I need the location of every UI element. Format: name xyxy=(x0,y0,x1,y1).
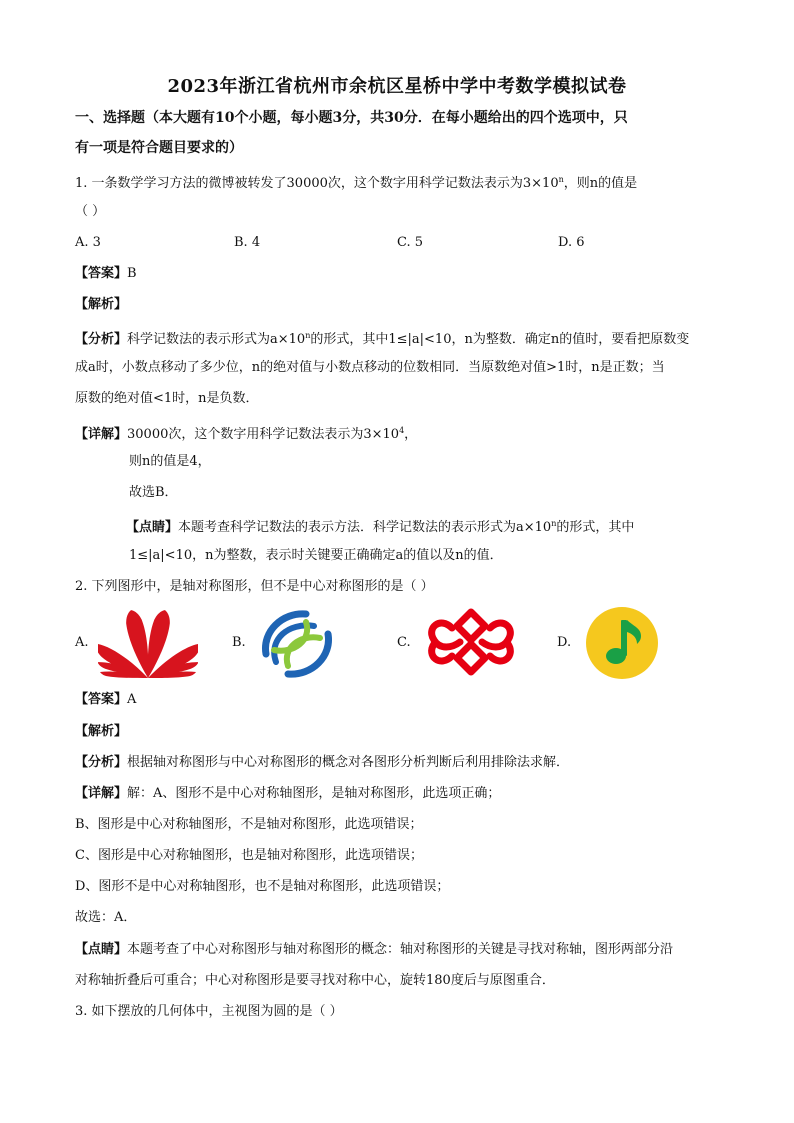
q2-option-c-label: C. xyxy=(397,635,411,650)
q1-xiangjie-label: 【详解】 xyxy=(75,427,128,442)
q2-line-b: B、图形是中心对称轴图形，不是轴对称图形，此选项错误； xyxy=(75,817,423,832)
q1-dianjing-line2: 1≤|a|<10，n为整数，表示时关键要正确确定a的值以及n的值． xyxy=(129,548,503,563)
q1-answer xyxy=(75,264,137,284)
china-mobile-logo-icon xyxy=(258,606,336,682)
q1-fenxi-line3: 原数的绝对值<1时，n是负数． xyxy=(75,391,259,406)
q1-option-b: B. 4 xyxy=(234,235,261,250)
q2-answer-value: A xyxy=(127,692,137,707)
q2-dianjing-text1: 本题考查了中心对称图形与轴对称图形的概念：轴对称图形的关键是寻找对称轴，图形两部分沿 xyxy=(127,942,674,957)
q2-dianjing-line1 xyxy=(75,940,673,960)
q1-dianjing-line1 xyxy=(126,514,634,538)
page-title: 2023年浙江省杭州市余杭区星桥中学中考数学模拟试卷 xyxy=(167,76,627,97)
q2-line-c: C、图形是中心对称轴图形，也是轴对称图形，此选项错误； xyxy=(75,848,423,863)
china-unicom-logo-icon xyxy=(422,606,520,678)
q2-option-b-label: B. xyxy=(232,635,246,650)
q1-stem-tail: ，则n的值是 xyxy=(563,176,638,191)
q1-fenxi-line1 xyxy=(75,326,689,350)
q1-analysis-label: 【解析】 xyxy=(75,297,128,312)
q2-stem: 2. 下列图形中，是轴对称图形，但不是中心对称图形的是（ ） xyxy=(75,579,434,594)
q1-dianjing-text2: 的形式，其中 xyxy=(556,520,635,535)
q1-dianjing-text1: 本题考查科学记数法的表示方法．科学记数法的表示形式为a×10 xyxy=(178,520,552,535)
q2-dianjing-line2: 对称轴折叠后可重合；中心对称图形是要寻找对称中心，旋转180度后与原图重合． xyxy=(75,973,555,988)
q1-xiangjie-exponent: 4 xyxy=(399,426,405,435)
q2-fenxi-text: 根据轴对称图形与中心对称图形的概念对各图形分析判断后利用排除法求解． xyxy=(127,755,570,770)
q1-fenxi-text1: 科学记数法的表示形式为a×10 xyxy=(127,332,306,347)
qq-music-logo-icon xyxy=(585,606,659,680)
q1-stem-exponent: n xyxy=(558,175,564,184)
q1-fenxi-line2: 成a时，小数点移动了多少位，n的绝对值与小数点移动的位数相同．当原数绝对值>1时，n是正数；当 xyxy=(75,360,665,375)
q1-stem-text: 1. 一条数学学习方法的微博被转发了30000次，这个数字用科学记数法表示为3×10 xyxy=(75,176,559,191)
q1-fenxi-label: 【分析】 xyxy=(75,332,128,347)
q1-xiangjie-tail: ， xyxy=(404,427,418,442)
q1-xiangjie xyxy=(75,421,417,445)
q2-fenxi xyxy=(75,753,569,773)
q1-dianjing-label: 【点睛】 xyxy=(126,520,179,535)
q1-option-a: A. 3 xyxy=(75,235,101,250)
q3-stem: 3. 如下摆放的几何体中，主视图为圆的是（ ） xyxy=(75,1004,343,1019)
section-heading-line1: 一、选择题（本大题有10个小题，每小题3分，共30分．在每小题给出的四个选项中，只 xyxy=(75,110,628,126)
q1-answer-label: 【答案】 xyxy=(75,266,128,281)
q2-xiangjie-text: 解：A、图形不是中心对称轴图形，是轴对称图形，此选项正确； xyxy=(127,786,501,801)
q2-fenxi-label: 【分析】 xyxy=(75,755,128,770)
q1-step2: 则n的值是4， xyxy=(129,454,211,469)
q2-answer-label: 【答案】 xyxy=(75,692,128,707)
q1-answer-value: B xyxy=(127,266,137,281)
q2-option-a-label: A. xyxy=(75,635,89,650)
q2-answer xyxy=(75,690,136,710)
huawei-logo-icon xyxy=(98,606,198,682)
q1-option-d: D. 6 xyxy=(558,235,585,250)
q1-fenxi-exponent: n xyxy=(305,331,311,340)
q1-option-c: C. 5 xyxy=(397,235,424,250)
q1-answer-blank: （ ） xyxy=(75,204,106,219)
q2-option-d-label: D. xyxy=(557,635,572,650)
q1-fenxi-text2: 的形式，其中1≤|a|<10，n为整数．确定n的值时，要看把原数变 xyxy=(310,332,690,347)
q2-line-d: D、图形不是中心对称轴图形，也不是轴对称图形，此选项错误； xyxy=(75,879,450,894)
q2-dianjing-label: 【点睛】 xyxy=(75,942,128,957)
q2-xiangjie xyxy=(75,784,500,804)
q1-dianjing-exponent: n xyxy=(551,519,557,528)
q2-analysis-label: 【解析】 xyxy=(75,724,128,739)
q2-conclusion: 故选：A． xyxy=(75,910,137,925)
q1-step3: 故选B． xyxy=(129,485,178,500)
q2-xiangjie-label: 【详解】 xyxy=(75,786,128,801)
section-heading-line2: 有一项是符合题目要求的） xyxy=(75,140,243,156)
q1-xiangjie-text: 30000次，这个数字用科学记数法表示为3×10 xyxy=(127,427,400,442)
q1-stem xyxy=(75,170,637,194)
